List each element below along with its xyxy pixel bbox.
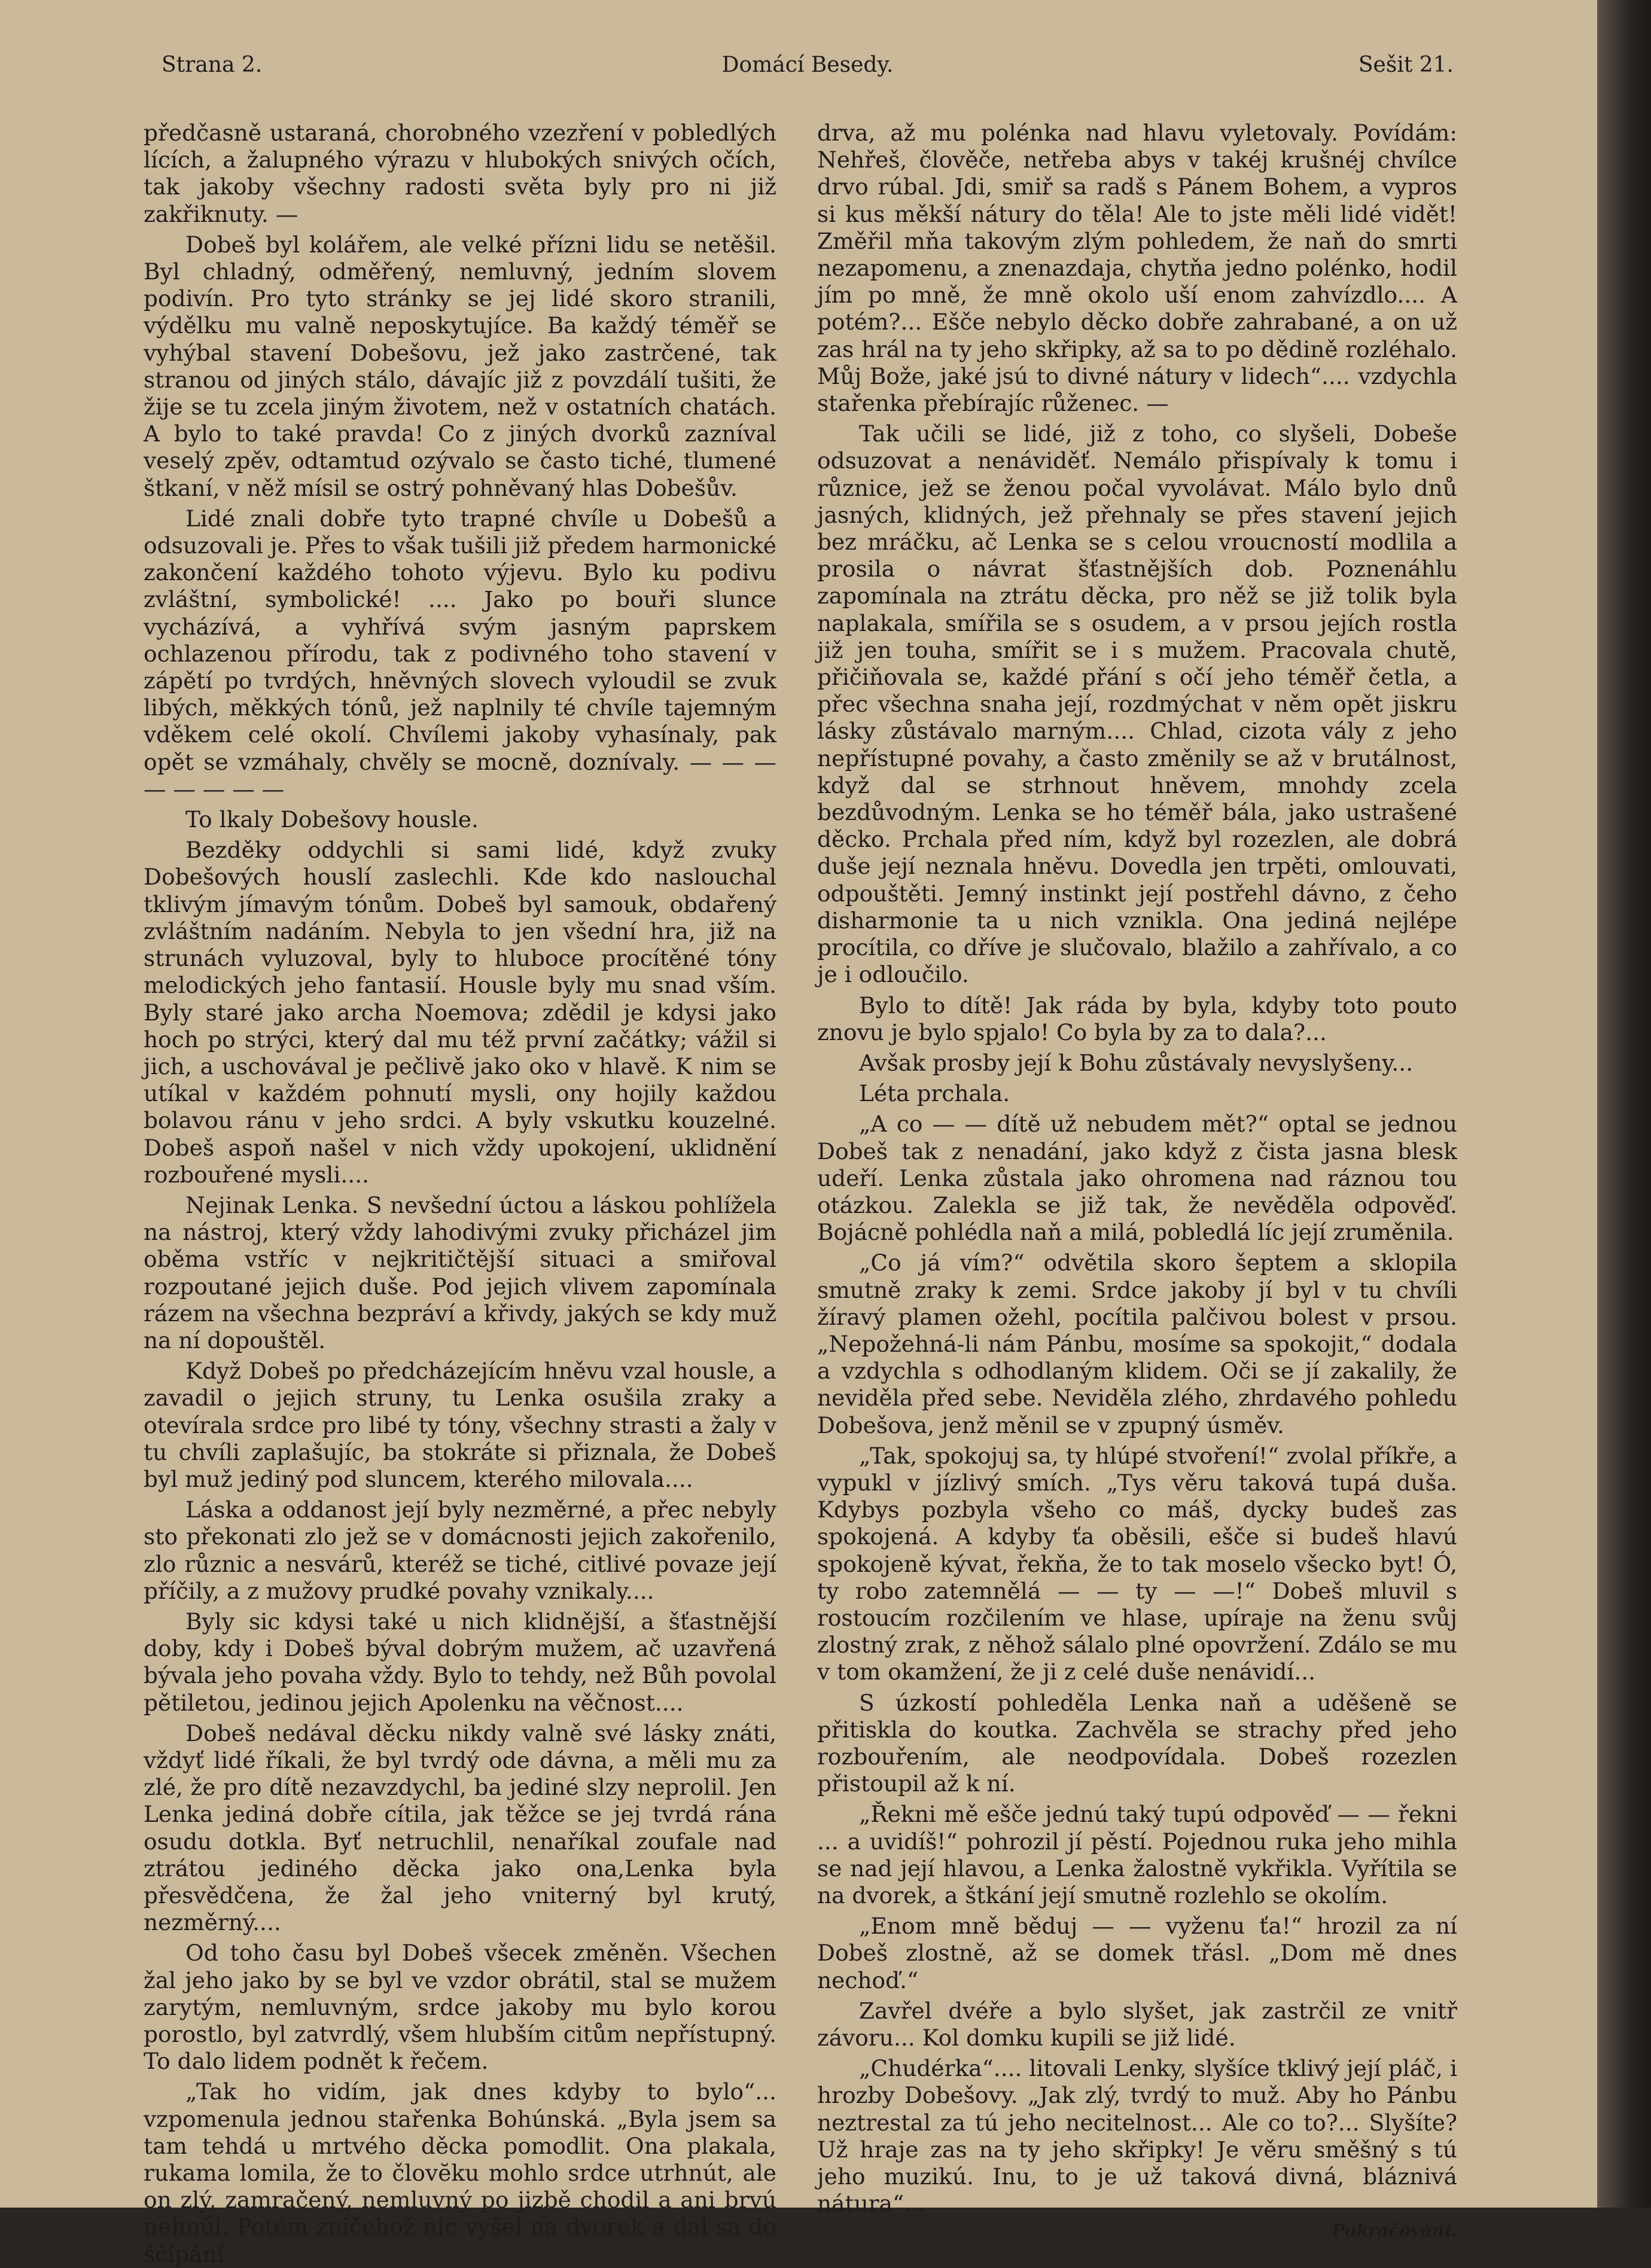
page-binding-edge: [1597, 0, 1651, 2208]
page-number: Strana 2.: [162, 53, 263, 77]
paragraph: Láska a oddanost její byly nezměrné, a přec nebyly sto překonati zlo jež se v domácnosti jejich zakořenilo, zlo různic a nesvárů, kteréž se tiché, citlivé povaze její příčily, a z mužovy prudké povahy vznikaly....: [144, 1496, 776, 1604]
paragraph: Zavřel dvéře a bylo slyšet, jak zastrčil ze vnitř závoru... Kol domku kupili se již lidé.: [817, 1997, 1457, 2051]
paragraph: S úzkostí pohleděla Lenka naň a uděšeně se přitiskla do koutka. Zachvěla se strachy před jeho rozbouřením, ale neodpovídala. Dobeš rozezlen přistoupil až k ní.: [817, 1689, 1457, 1797]
paragraph: Byly sic kdysi také u nich klidnější, a šťastnější doby, kdy i Dobeš býval dobrým mužem, ač uzavřená bývala jeho povaha vždy. Bylo to tehdy, než Bůh povolal pětiletou, jedinou jejich Apolenku na věčnost....: [144, 1608, 776, 1716]
paragraph: „Řekni mě ešče jednú taký tupú odpověď — — řekni ... a uvidíš!“ pohrozil jí pěstí. Pojednou ruka jeho mihla se nad její hlavou, a Lenka žalostně vykřikla. Vyřítila se na dvorek, a štkání její smutně rozlehlo se okolím.: [817, 1801, 1457, 1909]
paragraph: drva, až mu polénka nad hlavu vyletovaly. Povídám: Nehřeš, člověče, netřeba abys v takéj krušnéj chvílce drvo rúbal. Jdi, smiř sa radš s Pánem Bohem, a vypros si kus měkší nátury do těla! Ale to jste měli lidé vidět! Změřil mňa takovým zlým pohledem, že naň do smrti nezapomenu, a znenazdaja, chytňa jedno polénko, hodil jím po mně, že mně okolo uší enom zahvízdlo.... A potém?... Ešče nebylo děcko dobře zahrabané, a on už zas hrál na ty jeho skřipky, až sa to po dědině rozléhalo. Můj Bože, jaké jsú to divné nátury v lidech“.... vzdychla stařenka přebírajíc růženec. —: [817, 120, 1457, 417]
page-header: [162, 53, 1454, 89]
paragraph: „Chudérka“.... litovali Lenky, slyšíce tklivý její pláč, i hrozby Dobešovy. „Jak zlý, tvrdý to muž. Aby ho Pánbu neztrestal za tú jeho necitelnost... Ale co to?... Slyšíte? Už hraje zas na ty jeho skřipky! Je věru směšný s tú jeho muzikú. Inu, to je už taková divná, bláznivá nátura“...: [817, 2055, 1457, 2217]
publication-title: Domácí Besedy.: [721, 53, 894, 77]
left-column: [144, 120, 776, 2267]
paragraph: „Tak, spokojuj sa, ty hlúpé stvoření!“ zvolal příkře, a vypukl v jízlivý smích. „Tys věru taková tupá duša. Kdybys pozbyla všeho co máš, dycky budeš zas spokojená. A kdyby ťa oběsili, ešče si budeš hlavú spokojeně kývat, řekňa, že to tak moselo všecko byt! Ó, ty robo zatemnělá — — ty — —!“ Dobeš mluvil s rostoucím rozčilením ve hlase, upíraje na ženu svůj zlostný zrak, z něhož sálalo plné opovržení. Zdálo se mu v tom okamžení, že ji z celé duše nenávidí...: [817, 1442, 1457, 1685]
paragraph: Bylo to dítě! Jak ráda by byla, kdyby toto pouto znovu je bylo spjalo! Co byla by za to dala?...: [817, 992, 1457, 1045]
right-column: [817, 120, 1457, 2241]
paragraph: Léta prchala.: [859, 1080, 1010, 1107]
paragraph: Avšak prosby její k Bohu zůstávaly nevyslyšeny...: [859, 1049, 1414, 1076]
paragraph: Dobeš byl kolářem, ale velké přízni lidu se netěšil. Byl chladný, odměřený, nemluvný, jedním slovem podivín. Pro tyto stránky se jej lidé skoro stranili, výdělku mu valně neposkytujíce. Ba každý téměř se vyhýbal stavení Dobešovu, jež jako zastrčené, tak stranou od jiných stálo, dávajíc již z povzdálí tušiti, že žije se tu zcela jiným životem, než v ostatních chatách. A bylo to také pravda! Co z jiných dvorků zazníval veselý zpěv, odtamtud ozývalo se často tiché, tlumené štkaní, v něž mísil se ostrý pohněvaný hlas Dobešův.: [144, 231, 776, 501]
paragraph: Když Dobeš po předcházejícím hněvu vzal housle, a zavadil o jejich struny, tu Lenka osušila zraky a otevírala srdce pro libé ty tóny, všechny strasti a žaly v tu chvíli zaplašujíc, ba stokráte si přiznala, že Dobeš byl muž jediný pod sluncem, kterého milovala....: [144, 1358, 776, 1492]
paragraph: „Enom mně běduj — — vyženu ťa!“ hrozil za ní Dobeš zlostně, až se domek třásl. „Dom mě dnes nechoď.“: [817, 1913, 1457, 1993]
paragraph: Lidé znali dobře tyto trapné chvíle u Dobešů a odsuzovali je. Přes to však tušili již předem harmonické zakončení každého tohoto výjevu. Bylo ku podivu zvláštní, symbolické! .... Jako po bouři slunce vycházívá, a vyhřívá svým jasným paprskem ochlazenou přírodu, tak z podivného toho stavení v zápětí po tvrdých, hněvných slovech vyloudil se zvuk libých, měkkých tónů, jež naplnily té chvíle tajemným vděkem celé okolí. Chvílemi jakoby vyhasínaly, pak opět se vzmáhaly, chvěly se mocně, doznívaly. — — — — — — — —: [144, 505, 776, 802]
continuation-note: Pokračování.: [1332, 2220, 1457, 2241]
paragraph: „Tak ho vidím, jak dnes kdyby to bylo“... vzpomenula jednou stařenka Bohúnská. „Byla jsem sa tam tehdá u mrtvého děcka pomodlit. Ona plakala, rukama lomila, že to človĕku mohlo srdce utrhnút, ale on zlý, zamračený, nemluvný po jizbě chodil a ani brvú nehnúl. Potém zničehož nic vyšel na dvorek a dal sa do ščípání: [144, 2078, 776, 2267]
issue-number: Sešit 21.: [1358, 53, 1454, 77]
paragraph: To lkaly Dobešovy housle.: [185, 806, 479, 833]
paragraph: předčasně ustaraná, chorobného vzezření v pobledlých lících, a žalupného výrazu v hlubokých snivých očích, tak jakoby všechny radosti světa byly pro ni již zakřiknuty. —: [144, 120, 776, 227]
paragraph: „A co — — dítě už nebudem mět?“ optal se jednou Dobeš tak z nenadání, jako když z čista jasna blesk udeří. Lenka zůstala jako ohromena nad ráznou tou otázkou. Zalekla se již tak, že nevěděla odpověď. Bojácně pohlédla naň a milá, pobledlá líc její zruměnila.: [817, 1111, 1457, 1246]
paragraph: Tak učili se lidé, již z toho, co slyšeli, Dobeše odsuzovat a nenáviděť. Nemálo přispívaly k tomu i různice, jež se ženou počal vyvolávat. Málo bylo dnů jasných, klidných, jež přehnaly se přes stavení jejich bez mráčku, ač Lenka se s celou vroucností modlila a prosila o návrat šťastnějších dob. Poznenáhlu zapomínala na ztrátu děcka, pro něž se již tolik byla naplakala, smířila se s osudem, a v prsou jejích rostla již jen touha, smířit se i s mužem. Pracovala chutě, přičiňovala se, každé přání s očí jeho téměř četla, a přec všechna snaha její, rozdmýchat v něm opět jiskru lásky zůstávalo marným.... Chlad, cizota vály z jeho nepřístupné povahy, a často změnily se až v brutálnost, když dal se strhnout hněvem, mnohdy zcela bezdůvodným. Lenka se ho téměř bála, jako ustrašené děcko. Prchala před ním, když byl rozezlen, ale dobrá duše její neznala hněvu. Dovedla jen trpěti, omlouvati, odpouštěti. Jemný instinkt její postřehl dávno, z čeho disharmonie ta u nich vznikla. Ona jediná nejlépe procítila, co dříve je slučovalo, blažilo a zahřívalo, a co je i odloučilo.: [817, 420, 1457, 988]
paragraph: Od toho času byl Dobeš všecek změněn. Všechen žal jeho jako by se byl ve vzdor obrátil, stal se mužem zarytým, nemluvným, srdce jakoby mu bylo korou porostlo, byl zatvrdlý, všem hlubším citům nepřístupný. To dalo lidem podnět k řečem.: [144, 1940, 776, 2075]
paragraph: Nejinak Lenka. S nevšední úctou a láskou pohlížela na nástroj, který vždy lahodivými zvuky přicházel jim oběma vstříc v nejkritičtější situaci a smiřoval rozpoutané jejich duše. Pod jejich vlivem zapomínala rázem na všechna bezpráví a křivdy, jakých se kdy muž na ní dopouštěl.: [144, 1191, 776, 1354]
paragraph: Dobeš nedával děcku nikdy valně své lásky znáti, vždyť lidé říkali, že byl tvrdý ode dávna, a měli mu za zlé, že pro dítě nezavzdychl, ba jediné slzy neprolil. Jen Lenka jediná dobře cítila, jak těžce se jej tvrdá rána osudu dotkla. Byť netruchlil, nenaříkal zoufale nad ztrátou jediného děcka jako ona,Lenka byla přesvědčena, že žal jeho vniterný byl krutý, nezměrný....: [144, 1720, 776, 1936]
paragraph: Bezděky oddychli si sami lidé, když zvuky Dobešových houslí zaslechli. Kde kdo naslouchal tklivým jímavým tónům. Dobeš byl samouk, obdařený zvláštním nadáním. Nebyla to jen všední hra, již na strunách vyluzoval, byly to hluboce procítěné tóny melodických jeho fantasií. Housle byly mu snad vším. Byly staré jako archa Noemova; zdědil je kdysi jako hoch po strýci, který dal mu též první začátky; vážil si jich, a uschovával je pečlivě jako oko v hlavě. K nim se utíkal v každém pohnutí mysli, ony hojily každou bolavou ránu v jeho srdci. A byly vskutku kouzelné. Dobeš aspoň našel v nich vždy upokojení, uklidnění rozbouřené mysli....: [144, 837, 776, 1188]
paragraph: „Co já vím?“ odvětila skoro šeptem a sklopila smutně zraky k zemi. Srdce jakoby jí byl v tu chvíli žíravý plamen ožehl, pocítila palčivou bolest v prsou. „Nepožehná-li nám Pánbu, mosíme sa spokojit,“ dodala a vzdychla s odhodlaným klidem. Oči se jí zakalily, že neviděla před sebe. Neviděla zlého, zhrdavého pohledu Dobešova, jenž měnil se v zpupný úsměv.: [817, 1249, 1457, 1438]
